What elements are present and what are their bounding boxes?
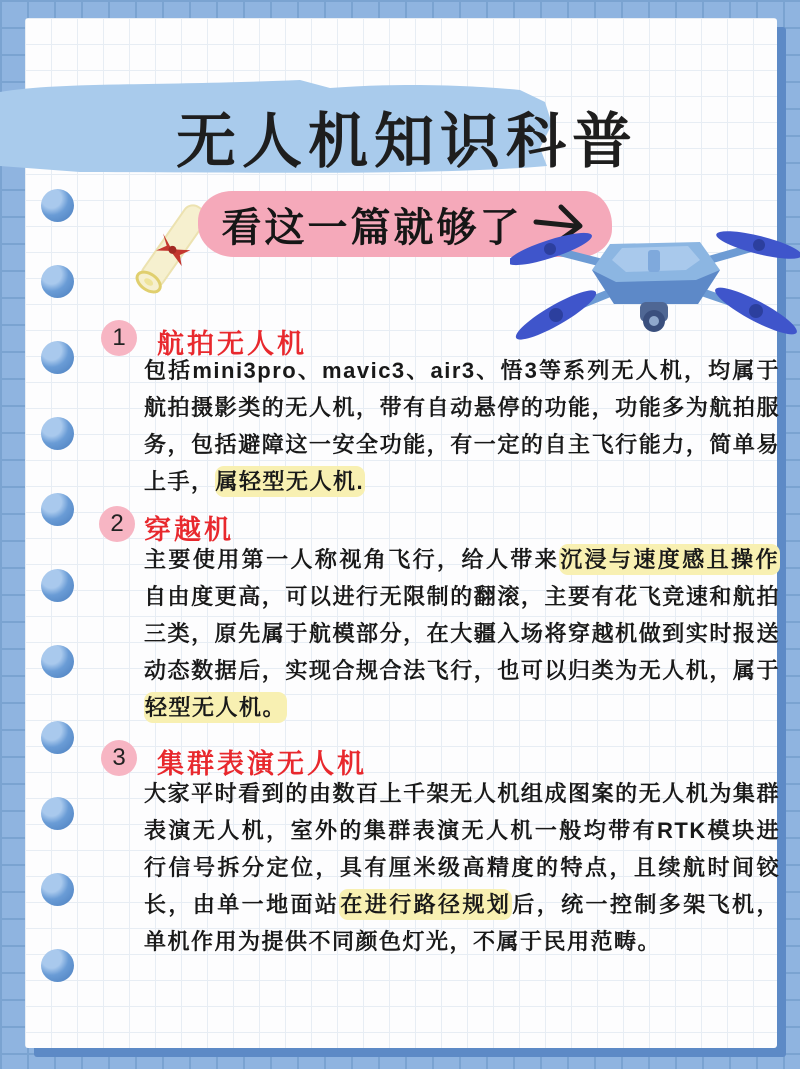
punch-hole [41,341,74,374]
punch-hole [41,949,74,982]
section-heading: 穿越机 [144,515,234,545]
highlighted-text: 在进行路径规划 [339,889,512,920]
body-text: 主要使用第一人称视角飞行，给人带来 [144,547,560,572]
drone-illustration [510,216,800,344]
punch-hole [41,493,74,526]
highlighted-text: 属轻型无人机. [215,466,366,497]
punch-hole [41,417,74,450]
punch-hole [41,265,74,298]
section-number-badge: 1 [101,320,137,356]
body-text: 自由度更高，可以进行无限制的翻滚，主要有花飞竞速和航拍三类，原先属于航模部分，在大疆入场将穿越机做到实时报送动态数据后，实现合规合法飞行，也可以归类为无人机，属于 [144,584,780,683]
body-text: 后，统一控制多架飞机，单机作用为提供不同颜色灯光，不属于民用范畴。 [144,892,780,954]
section-number-badge: 3 [101,740,137,776]
section-body [144,775,780,960]
section-body [144,541,780,726]
body-text: 大家平时看到的由数百上千架无人机组成图案的无人机为集群表演无人机，室外的集群表演无人机一般均带有RTK模块进行信号拆分定位，具有厘米级高精度的特点，且续航时间铰长，由单一地面站 [144,781,780,917]
section-heading: 航拍无人机 [157,329,307,359]
body-text: 包括mini3pro、mavic3、air3、悟3等系列无人机，均属于航拍摄影类的无人机，带有自动悬停的功能，功能多为航拍服务，包括避障这一安全功能，有一定的自主飞行能力，简单易上手， [144,358,780,494]
highlighted-text: 轻型无人机。 [144,692,287,723]
punch-hole [41,721,74,754]
punch-hole [41,797,74,830]
section-heading: 集群表演无人机 [157,749,367,779]
section-number-badge: 2 [99,506,135,542]
highlighted-text: 沉浸与速度感且操作 [559,544,780,575]
page-title: 无人机知识科普 [176,108,638,175]
punch-hole [41,189,74,222]
punch-hole [41,569,74,602]
section-body [144,352,780,500]
subtitle-text: 看这一篇就够了 [221,205,523,250]
punch-hole [41,645,74,678]
punch-hole [41,873,74,906]
